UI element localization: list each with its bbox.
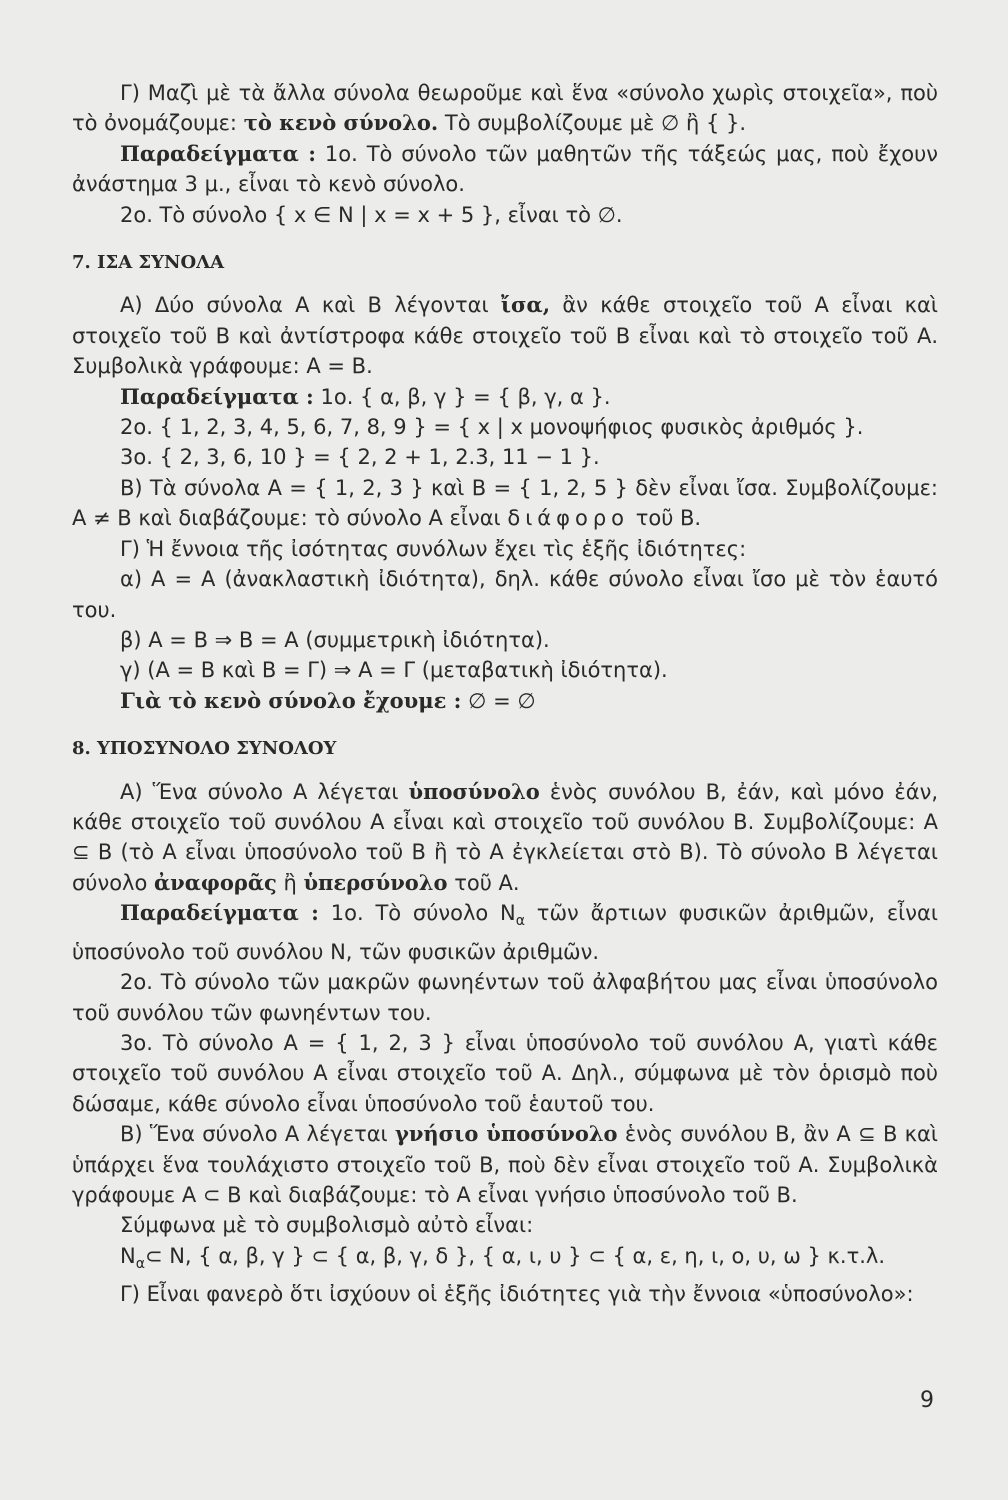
equal-sets-example-1 (72, 382, 938, 412)
bold-text: Γιὰ τὸ κενὸ σύνολο ἔχουμε : (120, 687, 462, 713)
unequal-sets (72, 473, 938, 534)
examples-label: Παραδείγματα : (120, 383, 314, 409)
text: ⊂ N, { α, β, γ } ⊂ { α, β, γ, δ }, { α, ι, υ } ⊂ { α, ε, η, ι, ο, υ, ω } κ.τ.λ. (144, 1243, 886, 1268)
empty-set-example-2: 2ο. Τὸ σύνολο { x ∈ N | x = x + 5 }, εἶναι τὸ ∅. (120, 202, 623, 227)
equal-sets-example-3: 3ο. { 2, 3, 6, 10 } = { 2, 2 + 1, 2.3, 11 − 1 }. (120, 445, 600, 470)
subset-definition (72, 777, 938, 899)
section-7-heading: 7. ΙΣΑ ΣΥΝΟΛΑ (72, 252, 225, 274)
examples-label: Παραδείγματα : (120, 140, 317, 166)
equality-properties-intro: Γ) Ἡ ἔννοια τῆς ἰσότητας συνόλων ἔχει τὶς ἑξῆς ἰδιότητες: (120, 536, 747, 561)
text: ἑνὸς συνόλου Β, ἐάν, καὶ μόνο ἐάν, κάθε στοιχεῖο τοῦ συνόλου Α εἶναι καὶ στοιχεῖο τοῦ συνόλου Β. Συμβολίζουμε: Α ⊆ Β (τὸ Α εἶναι ὑποσύνολο τοῦ Β ἢ τὸ Α ἐγκλείεται στὸ Β). Τὸ σύνολο Β λέγεται σύνολο (72, 779, 938, 895)
subset-example-2: 2ο. Τὸ σύνολο τῶν μακρῶν φωνηέντων τοῦ ἀλφαβήτου μας εἶναι ὑποσύνολο τοῦ συνόλου τῶν φωνηέντων του. (72, 970, 938, 1025)
text: Β) Ἕνα σύνολο Α λέγεται (120, 1122, 395, 1147)
subset-example-3: 3ο. Τὸ σύνολο Α = { 1, 2, 3 } εἶναι ὑποσύνολο τοῦ συνόλου Α, γιατὶ κάθε στοιχεῖο τοῦ συνόλου Α εἶναι στοιχεῖο τοῦ Α. Δηλ., σύμφωνα μὲ τὸν ὁρισμὸ ποὺ δώσαμε, κάθε σύνολο εἶναι ὑποσύνολο τοῦ ἑαυτοῦ του. (72, 1030, 938, 1116)
empty-set-equality (72, 686, 938, 716)
text: ἢ (276, 870, 304, 895)
text: 1ο. Τὸ σύνολο N (318, 901, 516, 926)
equal-sets-definition (72, 290, 938, 381)
text: τῶν ἄρτιων φυσικῶν ἀριθμῶν, εἶναι ὑποσύνολο τοῦ συνόλου Ν, τῶν φυσικῶν ἀριθμῶν. (72, 901, 938, 964)
examples-label: Παραδείγματα : (120, 900, 319, 926)
subscript: α (135, 1256, 145, 1272)
text: ἂν κάθε στοιχεῖο τοῦ Α εἶναι καὶ στοιχεῖο τοῦ Β καὶ ἀντίστροφα κάθε στοιχεῖο τοῦ Β εἶναι καὶ τὸ στοιχεῖο τοῦ Α. Συμβολικὰ γράφουμε: Α = Β. (72, 293, 938, 379)
empty-set-example-1 (72, 139, 938, 200)
subscript: α (515, 913, 525, 930)
text: N (120, 1243, 136, 1268)
bold-term: τὸ κενὸ σύνολο. (243, 110, 439, 136)
text: 1ο. Τὸ σύνολο τῶν μαθητῶν τῆς τάξεώς μας, ποὺ ἔχουν ἀνάστημα 3 μ., εἶναι τὸ κενὸ σύνολο. (72, 141, 938, 197)
text: τοῦ Α. (447, 870, 520, 895)
empty-set-definition (72, 78, 938, 139)
subset-example-1 (72, 898, 938, 967)
text: Β) Τὰ σύνολα Α = { 1, 2, 3 } καὶ Β = { 1, 2, 5 } δὲν εἶναι ἴσα. Συμβολίζουμε: Α ≠ Β καὶ διαβάζουμε: τὸ σύνολο Α εἶναι (72, 475, 938, 531)
text: ∅ = ∅ (461, 688, 536, 713)
bold-term: ἀναφορᾶς (154, 869, 277, 895)
property-transitive: γ) (Α = Β καὶ Β = Γ) ⇒ Α = Γ (μεταβατικὴ ἰδιότητα). (120, 658, 668, 683)
subset-properties-intro: Γ) Εἶναι φανερὸ ὅτι ἰσχύουν οἱ ἑξῆς ἰδιότητες γιὰ τὴν ἔννοια «ὑποσύνολο»: (120, 1282, 914, 1307)
text: Α) Δύο σύνολα Α καὶ Β λέγονται (120, 293, 501, 318)
page-body (72, 78, 938, 1310)
text: ἑνὸς συνόλου Β, ἂν Α ⊆ Β καὶ ὑπάρχει ἕνα τουλάχιστο στοιχεῖο τοῦ Β, ποὺ δὲν εἶναι στοιχεῖο τοῦ Α. Συμβολικὰ γράφουμε Α ⊂ Β καὶ διαβάζουμε: τὸ Α εἶναι γνήσιο ὑποσύνολο τοῦ Β. (72, 1122, 938, 1207)
equal-sets-example-2: 2ο. { 1, 2, 3, 4, 5, 6, 7, 8, 9 } = { x | x μονοψήφιος φυσικὸς ἀριθμός }. (120, 415, 864, 440)
text: 1ο. { α, β, γ } = { β, γ, α }. (313, 384, 611, 409)
text: Τὸ συμβολίζουμε μὲ ∅ ἢ { }. (438, 111, 747, 136)
property-reflexive: α) Α = Α (ἀνακλαστικὴ ἰδιότητα), δηλ. κάθε σύνολο εἶναι ἴσο μὲ τὸν ἑαυτό του. (72, 567, 938, 622)
bold-term: γνήσιο ὑποσύνολο (394, 1121, 618, 1147)
notation-examples (72, 1241, 938, 1280)
text: τοῦ Β. (629, 506, 702, 531)
text: Α) Ἕνα σύνολο Α λέγεται (120, 779, 409, 804)
section-8-heading: 8. ΥΠΟΣΥΝΟΛΟ ΣΥΝΟΛΟΥ (72, 738, 337, 760)
spaced-term: διάφορο (507, 506, 630, 531)
proper-subset-definition (72, 1119, 938, 1210)
page-number: 9 (920, 1388, 934, 1413)
bold-term: ἴσα, (500, 292, 551, 318)
notation-intro: Σύμφωνα μὲ τὸ συμβολισμὸ αὐτὸ εἶναι: (120, 1213, 534, 1238)
bold-term: ὑπερσύνολο (303, 869, 448, 895)
text: Γ) Μαζὶ μὲ τὰ ἄλλα σύνολα θεωροῦμε καὶ ἕνα «σύνολο χωρὶς στοιχεῖα», ποὺ τὸ ὀνομάζουμε: (72, 81, 938, 136)
bold-term: ὑποσύνολο (408, 778, 540, 804)
property-symmetric: β) Α = Β ⇒ Β = Α (συμμετρικὴ ἰδιότητα). (120, 627, 550, 652)
